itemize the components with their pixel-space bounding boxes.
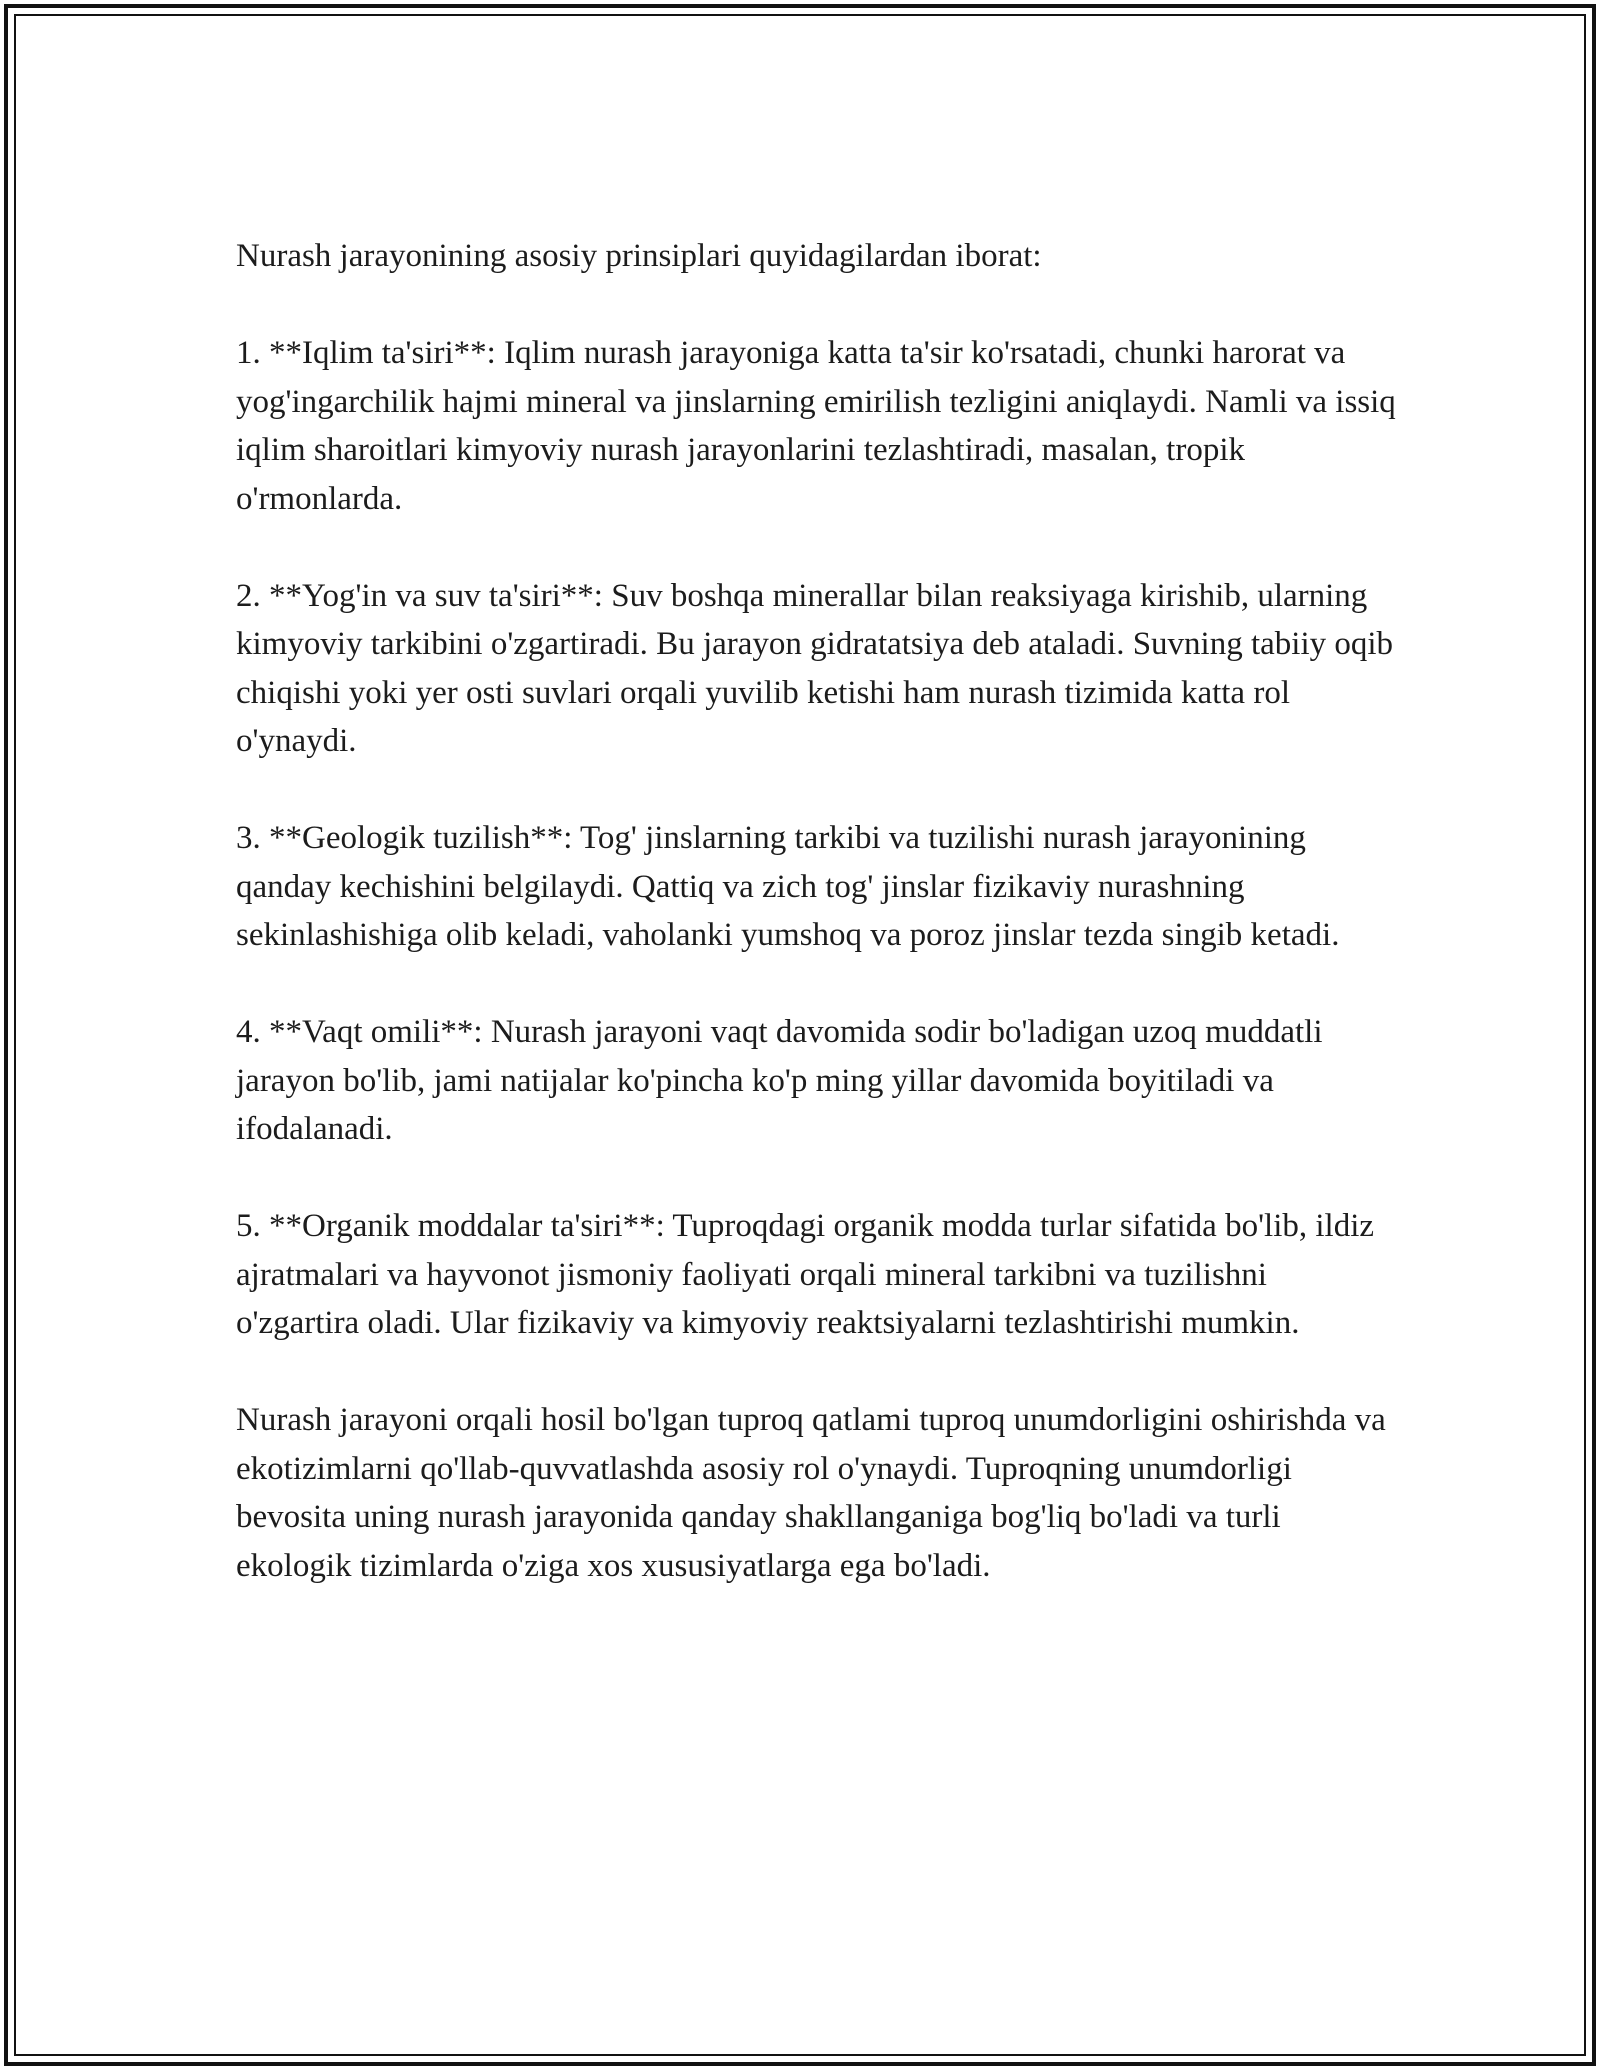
list-item-water: 2. **Yog'in va suv ta'siri**: Suv boshqa minerallar bilan reaksiyaga kirishib, ularning kimyoviy tarkibini o'zgartiradi. Bu jarayon gidratatsiya deb ataladi. Suvning tabiiy oqib chiqishi yoki yer osti suvlari orqali yuvilib ketishi ham nurash tizimida katta rol o'ynaydi.	[236, 577, 1394, 759]
list-item-organic: 5. **Organik moddalar ta'siri**: Tuproqdagi organik modda turlar sifatida bo'lib, ildiz ajratmalari va hayvonot jismoniy faoliyati orqali mineral tarkibni va tuzilishni o'zgartira oladi. Ular fizikaviy va kimyoviy reaktsiyalarni tezlashtirishi mumkin.	[236, 1208, 1375, 1341]
document-body	[236, 232, 1396, 1639]
list-item-climate: 1. **Iqlim ta'siri**: Iqlim nurash jarayoniga katta ta'sir ko'rsatadi, chunki harorat va yog'ingarchilik hajmi mineral va jinslarning emirilish tezligini aniqlaydi. Namli va issiq iqlim sharoitlari kimyoviy nurash jarayonlarini tezlashtiradi, masalan, tropik o'rmonlarda.	[236, 335, 1396, 517]
conclusion-paragraph: Nurash jarayoni orqali hosil bo'lgan tuproq qatlami tuproq unumdorligini oshirishda va ekotizimlarni qo'llab-quvvatlashda asosiy rol o'ynaydi. Tuproqning unumdorligi bevosita uning nurash jarayonida qanday shakllanganiga bog'liq bo'ladi va turli ekologik tizimlarda o'ziga xos xususiyatlarga ega bo'ladi.	[236, 1402, 1386, 1584]
intro-paragraph: Nurash jarayonining asosiy prinsiplari quyidagilardan iborat:	[236, 238, 1042, 274]
list-item-geology: 3. **Geologik tuzilish**: Tog' jinslarning tarkibi va tuzilishi nurash jarayonining qanday kechishini belgilaydi. Qattiq va zich tog' jinslar fizikaviy nurashning sekinlashishiga olib keladi, vaholanki yumshoq va poroz jinslar tezda singib ketadi.	[236, 820, 1340, 953]
list-item-time: 4. **Vaqt omili**: Nurash jarayoni vaqt davomida sodir bo'ladigan uzoq muddatli jarayon bo'lib, jami natijalar ko'pincha ko'p ming yillar davomida boyitiladi va ifodalanadi.	[236, 1014, 1323, 1147]
